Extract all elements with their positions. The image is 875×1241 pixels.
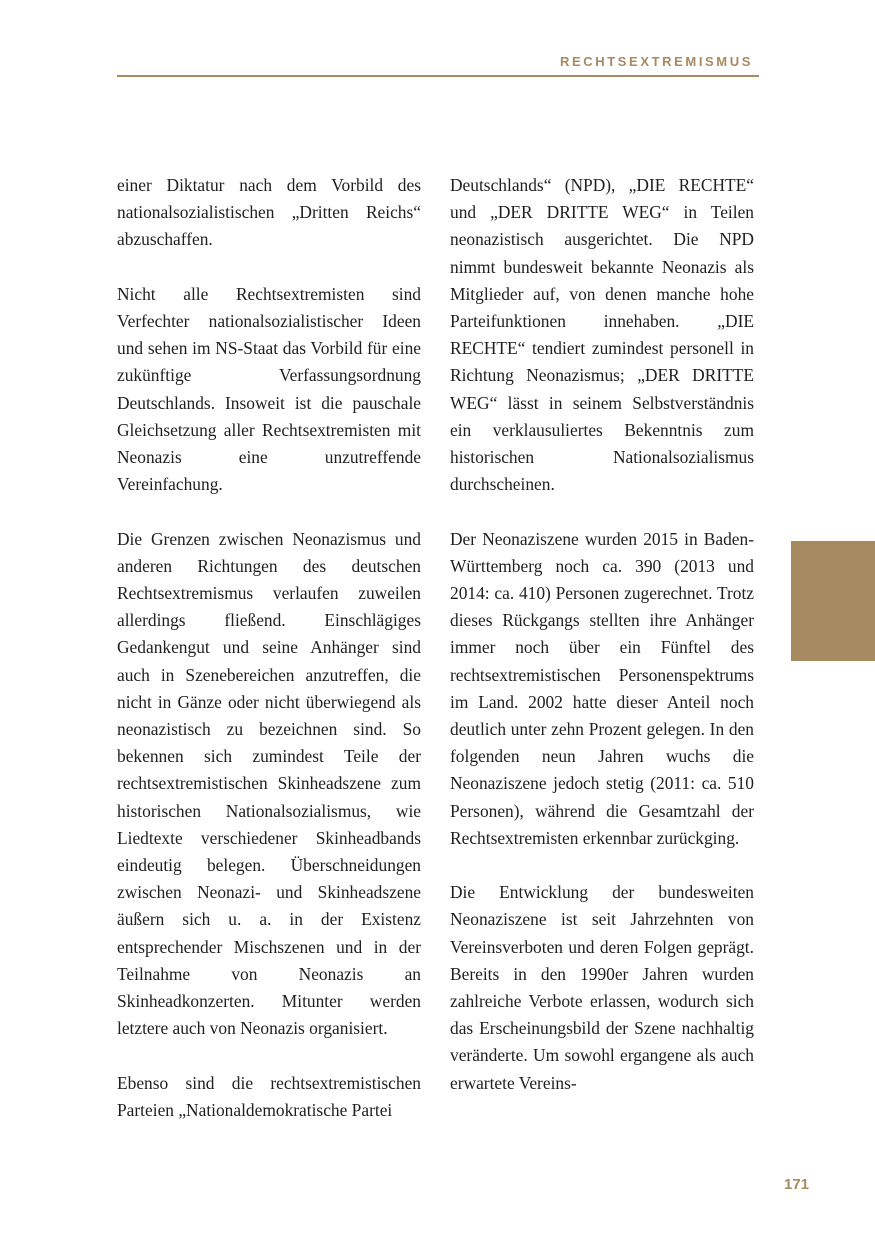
chapter-tab <box>791 541 875 661</box>
paragraph: Die Entwicklung der bundesweiten Neonaziszene ist seit Jahrzehnten von Vereinsverboten und deren Folgen geprägt. Bereits in den 1990er Jahren wurden zahlreiche Verbote erlassen, wodurch sich das Erscheinungsbild der Szene nachhaltig veränderte. Um sowohl ergangene als auch erwartete Vereins- <box>450 882 754 1093</box>
paragraph: Der Neonaziszene wurden 2015 in Baden-Württemberg noch ca. 390 (2013 und 2014: ca. 410) Personen zugerechnet. Trotz dieses Rückgangs stellten ihre Anhänger immer noch über ein Fünftel des rechtsextremistischen Personenspektrums im Land. 2002 hatte dieser Anteil noch deutlich unter zehn Prozent gelegen. In den folgenden neun Jahren wuchs die Neonaziszene jedoch stetig (2011: ca. 510 Personen), während die Gesamtzahl der Rechtsextremisten erkennbar zurückging. <box>450 528 754 848</box>
paragraph: einer Diktatur nach dem Vorbild des nationalsozialistischen „Dritten Reichs“ abzuschaffen. <box>117 175 421 250</box>
running-header-title: RECHTSEXTREMISMUS <box>560 54 753 69</box>
paragraph: Nicht alle Rechtsextremisten sind Verfechter nationalsozialistischer Ideen und sehen im NS-Staat das Vorbild für eine zukünftige Verfassungsordnung Deutschlands. Insoweit ist die pauschale Gleichsetzung aller Rechtsextremisten mit Neonazis eine unzutreffende Vereinfachung. <box>117 283 421 495</box>
right-column <box>450 172 754 1097</box>
paragraph: Deutschlands“ (NPD), „DIE RECHTE“ und „DER DRITTE WEG“ in Teilen neonazistisch ausgerichtet. Die NPD nimmt bundesweit bekannte Neonazis als Mitglieder auf, von denen manche hohe Parteifunktionen innehaben. „DIE RECHTE“ tendiert zumindest personell in Richtung Neonazismus; „DER DRITTE WEG“ lässt in seinem Selbstverständnis ein verklausuliertes Bekenntnis zum historischen Nationalsozialismus durchscheinen. <box>450 175 754 495</box>
header-rule <box>117 75 759 77</box>
page-number: 171 <box>784 1176 810 1193</box>
paragraph: Ebenso sind die rechtsextremistischen Parteien „Nationaldemokratische Partei <box>117 1072 421 1120</box>
paragraph: Die Grenzen zwischen Neonazismus und anderen Richtungen des deutschen Rechtsextremismus verlaufen zuweilen allerdings fließend. Einschlägiges Gedankengut und seine Anhänger sind auch in Szenebereichen anzutreffen, die nicht in Gänze oder nicht überwiegend als neonazistisch zu bezeichnen sind. So bekennen sich zumindest Teile der rechtsextremistischen Skinheadszene zum historischen Nationalsozialismus, wie Liedtexte verschiedener Skinheadbands eindeutig belegen. Überschneidungen zwischen Neonazi- und Skinheadszene äußern sich u. a. in der Existenz entsprechender Mischszenen und in der Teilnahme von Neonazis an Skinheadkonzerten. Mitunter werden letztere auch von Neonazis organisiert. <box>117 528 421 1039</box>
left-column <box>117 172 421 1124</box>
